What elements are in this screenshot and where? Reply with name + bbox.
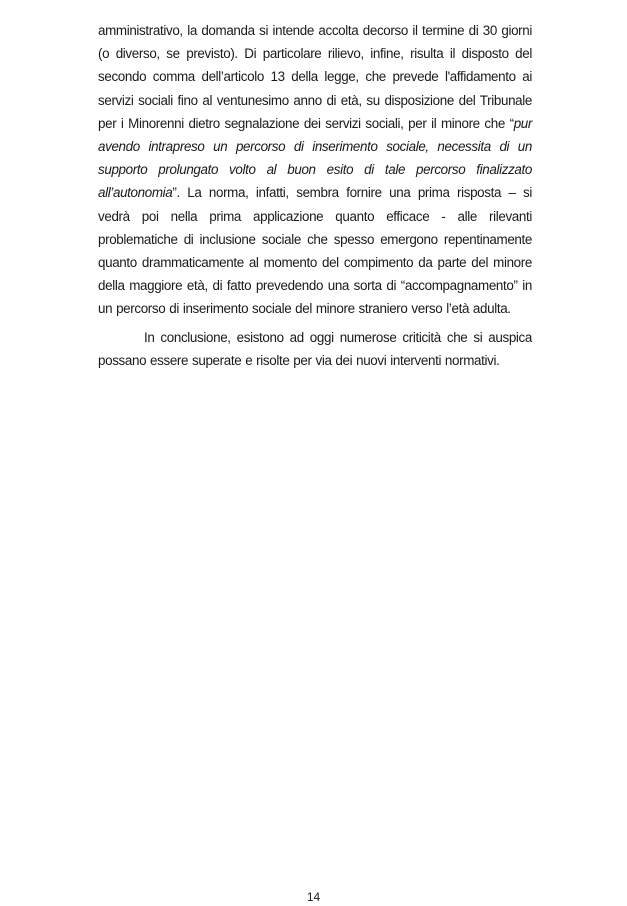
paragraph-text: amministrativo, la domanda si intende accolta decorso il termine di 30 giorni (o diverso, se previsto). Di particolare rilievo, infine, risulta il disposto del secondo comma dell’articolo 13 della legge, che prevede l'affidamento ai servizi sociali fino al ventunesimo anno di età, su disposizione del Tribunale per i Minorenni dietro segnalazione dei servizi sociali, per il minore che “ [98,23,532,131]
paragraph-conclusion: In conclusione, esistono ad oggi numerose criticità che si auspica possano essere superate e risolte per via dei nuovi interventi normativi. [98,329,532,368]
body-text [98,19,532,372]
italic-quotation: pur avendo intrapreso un percorso di inserimento sociale, necessita di un supporto prolungato volto al buon esito di tale percorso finalizzato all’autonomia [98,115,532,201]
page-number: 14 [306,890,321,904]
paragraph [98,19,532,321]
paragraph-text-continued: ”. La norma, infatti, sembra fornire una prima risposta – si vedrà poi nella prima applicazione quanto efficace - alle rilevanti problematiche di inclusione sociale che spesso emergono repentinamente quanto drammaticamente al momento del compimento da parte del minore della maggiore età, di fatto prevedendo una sorta di “accompagnamento” in un percorso di inserimento sociale del minore straniero verso l’età adulta. [98,185,532,317]
